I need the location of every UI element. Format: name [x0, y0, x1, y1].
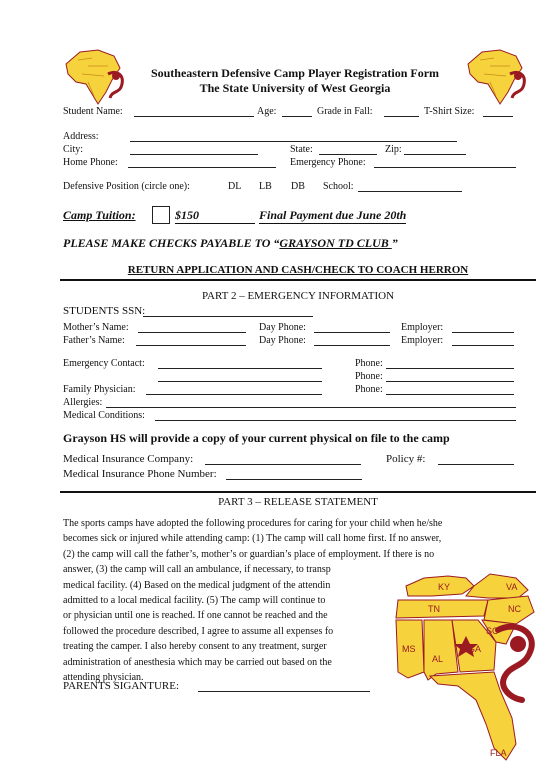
age-label: Age:: [257, 106, 277, 117]
map-label-ky: KY: [438, 582, 451, 592]
policy-label: Policy #:: [386, 453, 426, 465]
father-name-label: Father’s Name:: [63, 335, 125, 346]
insurance-phone-field[interactable]: [226, 479, 362, 480]
emergency-phone-label: Emergency Phone:: [290, 157, 366, 168]
map-label-ms: MS: [402, 644, 416, 654]
medical-conditions-label: Medical Conditions:: [63, 410, 145, 421]
insurance-company-label: Medical Insurance Company:: [63, 453, 194, 465]
checks-text-suffix: ”: [391, 236, 398, 250]
section-divider-1: [60, 279, 536, 281]
final-payment-note: Final Payment due June 20th: [259, 208, 407, 222]
ssn-field[interactable]: [143, 316, 313, 317]
allergies-label: Allergies:: [63, 397, 103, 408]
return-instructions: RETURN APPLICATION AND CASH/CHECK TO COACH HERRON: [127, 264, 469, 276]
father-day-phone-label: Day Phone:: [259, 335, 306, 346]
physician-phone-label: Phone:: [355, 384, 383, 395]
position-option-db[interactable]: DB: [291, 181, 305, 192]
father-name-field[interactable]: [136, 345, 246, 346]
form-title: Southeastern Defensive Camp Player Registration Form: [150, 66, 440, 80]
position-label: Defensive Position (circle one):: [63, 181, 190, 192]
tshirt-field[interactable]: [483, 116, 513, 117]
map-label-va: VA: [506, 582, 518, 592]
tuition-amount: $150: [175, 208, 255, 224]
map-label-fla: FLA: [490, 748, 507, 758]
release-line: treating the camper. I also hereby consent to any treatment, surger: [63, 641, 327, 653]
release-line: admitted to a local medical facility. (5) The camp will continue to: [63, 595, 326, 607]
zip-field[interactable]: [404, 154, 466, 155]
father-employer-label: Employer:: [401, 335, 444, 346]
physical-note: Grayson HS will provide a copy of your current physical on file to the camp: [63, 431, 450, 445]
emergency-contact-phone-label: Phone:: [355, 358, 383, 369]
age-field[interactable]: [282, 116, 312, 117]
checks-text-prefix: PLEASE MAKE CHECKS PAYABLE TO “: [63, 236, 280, 250]
father-employer-field[interactable]: [452, 345, 514, 346]
emergency-contact-phone2-field[interactable]: [386, 381, 514, 382]
release-line: medical facility. (4) Based on the medical judgment of the attendin: [63, 579, 331, 591]
emergency-contact-field[interactable]: [158, 368, 322, 369]
address-field[interactable]: [130, 141, 457, 142]
position-option-lb[interactable]: LB: [259, 181, 272, 192]
school-label: School:: [323, 181, 354, 192]
release-line: administration of anesthesia which may be carried out based on the: [63, 656, 332, 668]
part3-heading: PART 3 – RELEASE STATEMENT: [218, 496, 378, 508]
physician-field[interactable]: [146, 394, 322, 395]
home-phone-label: Home Phone:: [63, 157, 118, 168]
release-line: answer, (3) the camp will call an ambulance, if necessary, to transp: [63, 564, 331, 576]
school-field[interactable]: [358, 191, 462, 192]
parent-signature-label: PARENTS SIGANTURE:: [63, 680, 180, 692]
mother-day-phone-field[interactable]: [314, 332, 390, 333]
emergency-contact-phone-field[interactable]: [386, 368, 514, 369]
mother-name-label: Mother’s Name:: [63, 322, 129, 333]
insurance-phone-label: Medical Insurance Phone Number:: [63, 468, 217, 480]
part2-heading: PART 2 – EMERGENCY INFORMATION: [201, 290, 395, 302]
mother-employer-label: Employer:: [401, 322, 444, 333]
zip-label: Zip:: [385, 144, 402, 155]
map-label-tn: TN: [428, 604, 440, 614]
map-label-nc: NC: [508, 604, 521, 614]
physician-label: Family Physician:: [63, 384, 136, 395]
student-name-field[interactable]: [134, 116, 254, 117]
emergency-phone-field[interactable]: [374, 167, 516, 168]
emergency-contact-label: Emergency Contact:: [63, 358, 145, 369]
city-label: City:: [63, 144, 84, 155]
insurance-company-field[interactable]: [205, 464, 361, 465]
address-label: Address:: [63, 131, 99, 142]
state-field[interactable]: [319, 154, 377, 155]
grade-label: Grade in Fall:: [317, 106, 373, 117]
parent-signature-field[interactable]: [198, 691, 370, 692]
map-label-sc: SC: [486, 626, 499, 636]
grade-field[interactable]: [384, 116, 419, 117]
position-option-dl[interactable]: DL: [228, 181, 242, 192]
release-line: The sports camps have adopted the following procedures for caring for your child when he/she: [63, 518, 443, 529]
release-line: or physician until one is reached. If one cannot be reached and the: [63, 610, 328, 622]
mother-name-field[interactable]: [138, 332, 246, 333]
release-line: (2) the camp will call the father’s, mother’s or guardian’s place of employment. If there is no: [63, 548, 435, 560]
emergency-contact-phone2-label: Phone:: [355, 371, 383, 382]
tshirt-label: T-Shirt Size:: [424, 106, 475, 117]
tuition-checkbox[interactable]: [152, 206, 170, 224]
home-phone-field[interactable]: [128, 167, 276, 168]
southeast-states-map: [378, 560, 540, 768]
map-label-al: AL: [432, 654, 444, 664]
university-name: The State University of West Georgia: [199, 81, 391, 95]
tuition-label: Camp Tuition:: [63, 208, 136, 222]
allergies-field[interactable]: [106, 407, 516, 408]
section-divider-2: [60, 491, 536, 493]
checks-payable-note: [63, 236, 398, 251]
ssn-label: STUDENTS SSN:: [63, 305, 146, 317]
father-day-phone-field[interactable]: [314, 345, 390, 346]
mother-employer-field[interactable]: [452, 332, 514, 333]
medical-conditions-field[interactable]: [155, 420, 516, 421]
physician-phone-field[interactable]: [386, 394, 514, 395]
student-name-label: Student Name:: [63, 106, 123, 117]
release-line: followed the procedure described, I agree to assume all expenses fo: [63, 625, 334, 637]
state-label: State:: [290, 144, 313, 155]
release-line: attending physician.: [63, 672, 144, 684]
city-field[interactable]: [130, 154, 258, 155]
release-line: becomes sick or injured while attending camp: (1) The camp will call home first. If no answer,: [63, 533, 442, 545]
emergency-contact-field-2[interactable]: [158, 381, 322, 382]
mother-day-phone-label: Day Phone:: [259, 322, 306, 333]
map-label-ga: GA: [468, 644, 482, 654]
check-payee: GRAYSON TD CLUB: [279, 236, 392, 250]
policy-field[interactable]: [438, 464, 514, 465]
